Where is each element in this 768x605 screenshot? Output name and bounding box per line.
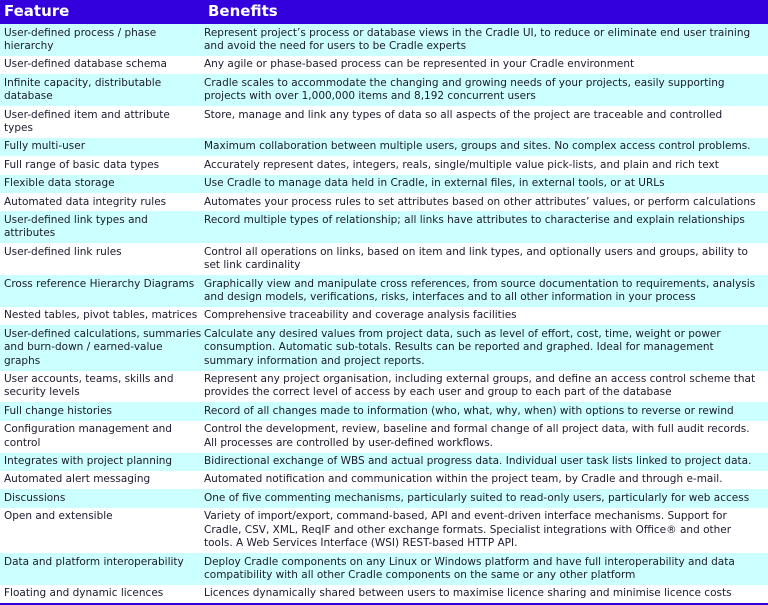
feature-cell: Floating and dynamic licences	[0, 585, 203, 604]
benefit-cell: Represent project’s process or database views in the Cradle UI, to reduce or eliminate end user training and avoid the need for users to be Cradle experts	[203, 24, 768, 56]
feature-cell: User-defined calculations, summaries and burn-down / earned-value graphs	[0, 325, 203, 370]
benefit-cell: Calculate any desired values from project data, such as level of effort, cost, time, weight or power consumption. Automatic sub-totals. Results can be reported and graphed. Ideal for management summary information and project reports.	[203, 325, 768, 370]
feature-cell: User-defined link rules	[0, 243, 203, 275]
table-row	[0, 489, 768, 507]
table-body	[0, 24, 768, 604]
benefit-cell: Comprehensive traceability and coverage analysis facilities	[203, 307, 768, 325]
feature-cell: Full range of basic data types	[0, 156, 203, 174]
benefit-cell: Licences dynamically shared between users to maximise licence sharing and minimise licence costs	[203, 585, 768, 604]
feature-cell: User accounts, teams, skills and security levels	[0, 371, 203, 403]
column-header-benefits: Benefits	[203, 0, 768, 24]
table-row	[0, 211, 768, 243]
feature-cell: Automated alert messaging	[0, 471, 203, 489]
feature-cell: Integrates with project planning	[0, 453, 203, 471]
table-row	[0, 56, 768, 74]
benefit-cell: Deploy Cradle components on any Linux or Windows platform and have full interoperability and data compatibility with all other Cradle components on the same or any other platform	[203, 553, 768, 585]
benefit-cell: Any agile or phase-based process can be represented in your Cradle environment	[203, 56, 768, 74]
benefit-cell: Cradle scales to accommodate the changing and growing needs of your projects, easily supporting projects with over 1,000,000 items and 8,192 concurrent users	[203, 74, 768, 106]
feature-cell: Discussions	[0, 489, 203, 507]
benefit-cell: Control all operations on links, based on item and link types, and optionally users and groups, ability to set link cardinality	[203, 243, 768, 275]
benefit-cell: Maximum collaboration between multiple users, groups and sites. No complex access control problems.	[203, 138, 768, 156]
table-row	[0, 585, 768, 604]
benefit-cell: Automates your process rules to set attributes based on other attributes’ values, or perform calculations	[203, 193, 768, 211]
table-row	[0, 275, 768, 307]
table-row	[0, 138, 768, 156]
feature-cell: Full change histories	[0, 402, 203, 420]
table-header-row	[0, 0, 768, 24]
benefit-cell: Variety of import/export, command-based, API and event-driven interface mechanisms. Support for Cradle, CSV, XML, ReqIF and other exchange formats. Specialist integrations with Office® and other tools. A Web Services Interface (WSI) REST-based HTTP API.	[203, 508, 768, 553]
table-row	[0, 371, 768, 403]
feature-cell: User-defined link types and attributes	[0, 211, 203, 243]
feature-cell: Open and extensible	[0, 508, 203, 553]
benefit-cell: Represent any project organisation, including external groups, and define an access control scheme that provides the correct level of access by each user and group to each part of the database	[203, 371, 768, 403]
benefit-cell: Automated notification and communication within the project team, by Cradle and through e-mail.	[203, 471, 768, 489]
feature-cell: User-defined item and attribute types	[0, 106, 203, 138]
feature-cell: User-defined process / phase hierarchy	[0, 24, 203, 56]
table-row	[0, 307, 768, 325]
table-row	[0, 74, 768, 106]
table-row	[0, 175, 768, 193]
feature-cell: Flexible data storage	[0, 175, 203, 193]
benefit-cell: Use Cradle to manage data held in Cradle, in external files, in external tools, or at URLs	[203, 175, 768, 193]
table-row	[0, 553, 768, 585]
benefit-cell: Control the development, review, baseline and formal change of all project data, with full audit records. All processes are controlled by user-defined workflows.	[203, 421, 768, 453]
feature-cell: Automated data integrity rules	[0, 193, 203, 211]
feature-cell: Infinite capacity, distributable database	[0, 74, 203, 106]
table-row	[0, 193, 768, 211]
benefit-cell: Record multiple types of relationship; all links have attributes to characterise and explain relationships	[203, 211, 768, 243]
table-row	[0, 325, 768, 370]
table-row	[0, 106, 768, 138]
table-row	[0, 453, 768, 471]
benefit-cell: Graphically view and manipulate cross references, from source documentation to requirements, analysis and design models, verifications, risks, interfaces and to all other information in your process	[203, 275, 768, 307]
benefit-cell: Bidirectional exchange of WBS and actual progress data. Individual user task lists linked to project data.	[203, 453, 768, 471]
table-row	[0, 471, 768, 489]
table-header	[0, 0, 768, 24]
benefit-cell: Record of all changes made to information (who, what, why, when) with options to reverse or rewind	[203, 402, 768, 420]
table-row	[0, 24, 768, 56]
benefit-cell: Accurately represent dates, integers, reals, single/multiple value pick-lists, and plain and rich text	[203, 156, 768, 174]
column-header-feature: Feature	[0, 0, 203, 24]
table-row	[0, 508, 768, 553]
table-row	[0, 402, 768, 420]
table-row	[0, 421, 768, 453]
feature-cell: Cross reference Hierarchy Diagrams	[0, 275, 203, 307]
feature-cell: User-defined database schema	[0, 56, 203, 74]
feature-cell: Nested tables, pivot tables, matrices	[0, 307, 203, 325]
benefit-cell: Store, manage and link any types of data so all aspects of the project are traceable and controlled	[203, 106, 768, 138]
feature-cell: Fully multi-user	[0, 138, 203, 156]
table-row	[0, 243, 768, 275]
table-row	[0, 156, 768, 174]
feature-cell: Data and platform interoperability	[0, 553, 203, 585]
feature-cell: Configuration management and control	[0, 421, 203, 453]
benefit-cell: One of five commenting mechanisms, particularly suited to read-only users, particularly for web access	[203, 489, 768, 507]
